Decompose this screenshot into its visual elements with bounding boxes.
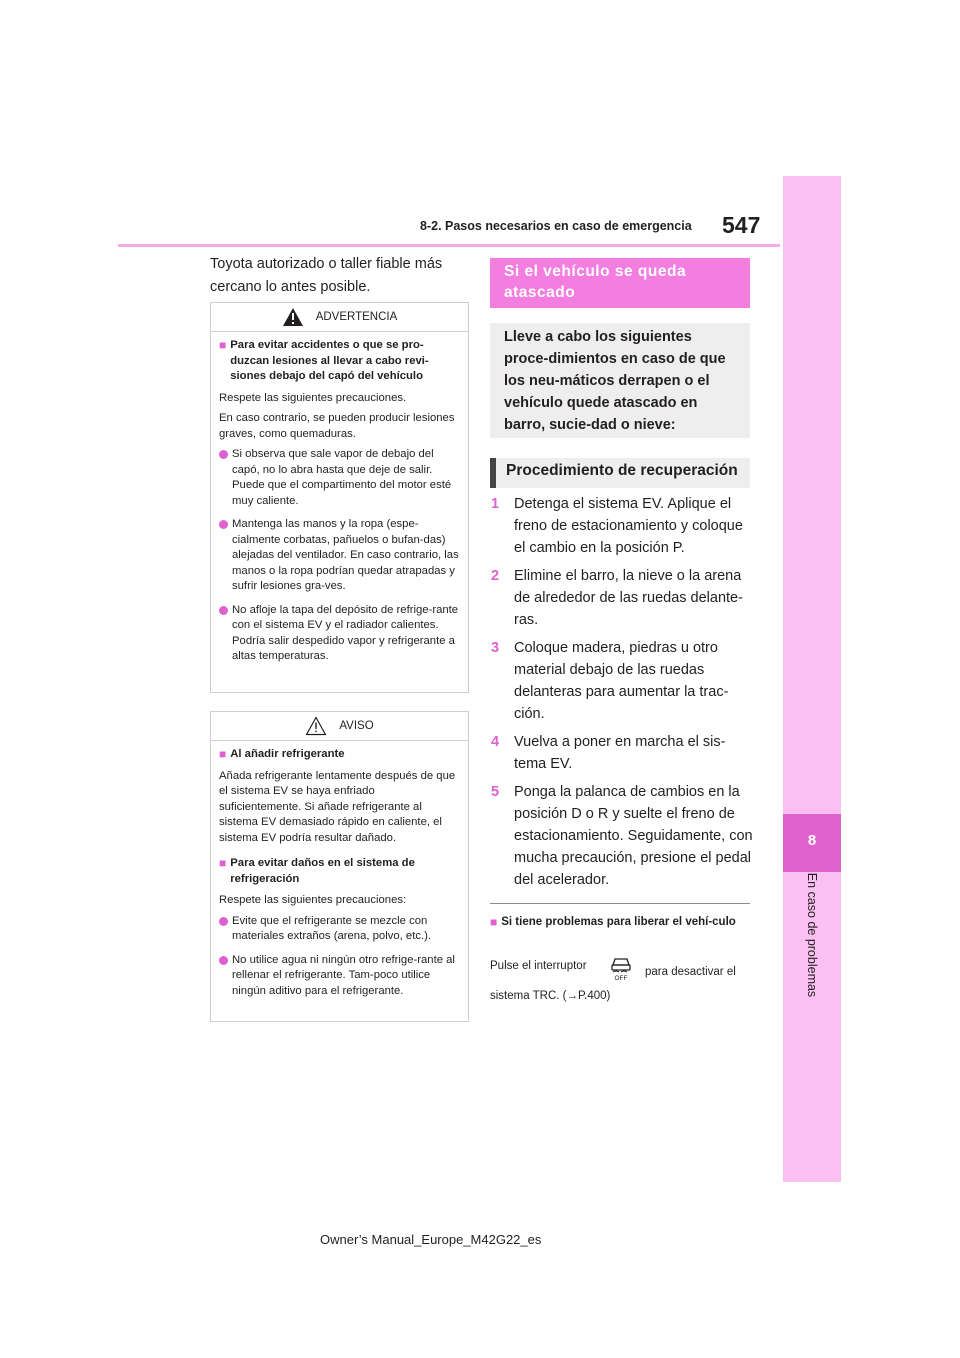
procedure-title: Procedimiento de recuperación <box>490 458 750 488</box>
step-text: Vuelva a poner en marcha el sis-tema EV. <box>514 734 726 772</box>
step-text: Ponga la palanca de cambios en la posición D o R y suelte el freno de estacionamiento. Seguidamente, con mucha precaución, presione el pedal del acelerador. <box>514 784 753 888</box>
step-number: 5 <box>491 784 500 800</box>
notice-heading-1: ■ Al añadir refrigerante <box>219 747 345 761</box>
tip-text-start: Pulse el interruptor <box>490 960 587 972</box>
warning-bullet: Si observa que sale vapor de debajo del capó, no lo abra hasta que deje de salir. Puede que el compartimento del motor esté muy caliente. <box>219 447 460 509</box>
notice-bullet: Evite que el refrigerante se mezcle con materiales extraños (arena, polvo, etc.). <box>219 914 460 945</box>
step-item <box>490 781 755 891</box>
chapter-side-tab <box>783 176 841 1182</box>
step-item <box>490 565 755 631</box>
section-divider <box>490 903 750 904</box>
step-item <box>490 493 755 559</box>
footer-manual-id: Owner’s Manual_Europe_M42G22_es <box>320 1232 542 1247</box>
notice-bullet: No utilice agua ni ningún otro refrige-rante al rellenar el refrigerante. Tam-poco utilice ningún aditivo para el refrigerante. <box>219 953 460 1000</box>
notice-box-header <box>211 712 468 741</box>
step-text: Detenga el sistema EV. Aplique el freno de estacionamiento y coloque el cambio en la posición P. <box>514 496 743 556</box>
trc-off-icon <box>608 955 634 981</box>
warning-para-2: En caso contrario, se pueden producir lesiones graves, como quemaduras. <box>219 412 455 440</box>
trc-off-icon-label: OFF <box>614 975 628 981</box>
warning-box-header <box>211 303 468 332</box>
square-bullet-icon: ■ <box>219 338 227 352</box>
chapter-label: En caso de problemas <box>805 872 819 998</box>
notice-para-1: Añada refrigerante lentamente después de que el sistema EV se haya enfriado suficientemente. Si añade refrigerante al sistema EV demasiado rápido en caliente, el sistema EV podría resultar dañado. <box>219 769 456 844</box>
intro-box: Lleve a cabo los siguientes proce-dimientos en caso de que los neu-máticos derrapen o el vehículo quede atascado en barro, sucie-dad o nieve: <box>490 323 750 438</box>
header-rule <box>118 244 780 247</box>
step-text: Coloque madera, piedras u otro material debajo de las ruedas delanteras para aumentar la trac-ción. <box>514 640 729 722</box>
step-item <box>490 637 755 725</box>
tip-text-end: para desactivar el <box>645 966 736 978</box>
section-title: 8-2. Pasos necesarios en caso de emergencia <box>420 219 692 233</box>
warning-title: ADVERTENCIA <box>315 311 398 323</box>
square-bullet-icon: ■ <box>490 915 498 929</box>
step-number: 4 <box>491 734 500 750</box>
steps-list <box>490 493 755 897</box>
chapter-number: 8 <box>807 832 817 849</box>
square-bullet-icon: ■ <box>219 856 227 870</box>
warning-triangle-icon <box>282 307 304 327</box>
notice-title: AVISO <box>339 720 374 732</box>
square-bullet-icon: ■ <box>219 747 227 761</box>
step-item <box>490 731 755 775</box>
round-bullet-icon <box>219 606 228 615</box>
warning-bullet: No afloje la tapa del depósito de refrige-rante con el sistema EV y el radiador calientes. Podría salir despedido vapor y refrigerante a altas temperaturas. <box>219 603 460 665</box>
step-number: 1 <box>491 496 500 512</box>
step-number: 3 <box>491 640 500 656</box>
warning-para-1: Respete las siguientes precauciones. <box>219 391 407 404</box>
notice-box <box>210 711 469 1022</box>
round-bullet-icon <box>219 520 228 529</box>
tip-heading: ■ Si tiene problemas para liberar el vehí-culo <box>490 915 736 929</box>
notice-heading-2: ■ Para evitar daños en el sistema de refrigeración <box>219 856 460 887</box>
notice-para-2: Respete las siguientes precauciones: <box>219 894 407 906</box>
round-bullet-icon <box>219 917 228 926</box>
intro-text: Toyota autorizado o taller fiable más cercano lo antes posible. <box>210 256 443 295</box>
warning-heading: ■ Para evitar accidentes o que se pro-duzcan lesiones al llevar a cabo revi-siones debajo del capó del vehículo <box>219 338 460 385</box>
step-number: 2 <box>491 568 500 584</box>
section-banner: Si el vehículo se queda atascado <box>490 258 750 308</box>
round-bullet-icon <box>219 956 228 965</box>
step-text: Elimine el barro, la nieve o la arena de alrededor de las ruedas delante-ras. <box>514 568 743 628</box>
warning-box <box>210 302 469 693</box>
page-number: 547 <box>722 212 761 238</box>
notice-triangle-icon <box>305 716 327 736</box>
warning-bullet: Mantenga las manos y la ropa (espe-cialmente corbatas, pañuelos o bufan-das) alejadas del ventilador. En caso contrario, las manos o la ropa podrían quedar atrapadas y sufrir lesiones gra-ves. <box>219 517 460 595</box>
round-bullet-icon <box>219 450 228 459</box>
tip-text-line-2: sistema TRC. (→P.400) <box>490 990 611 1002</box>
